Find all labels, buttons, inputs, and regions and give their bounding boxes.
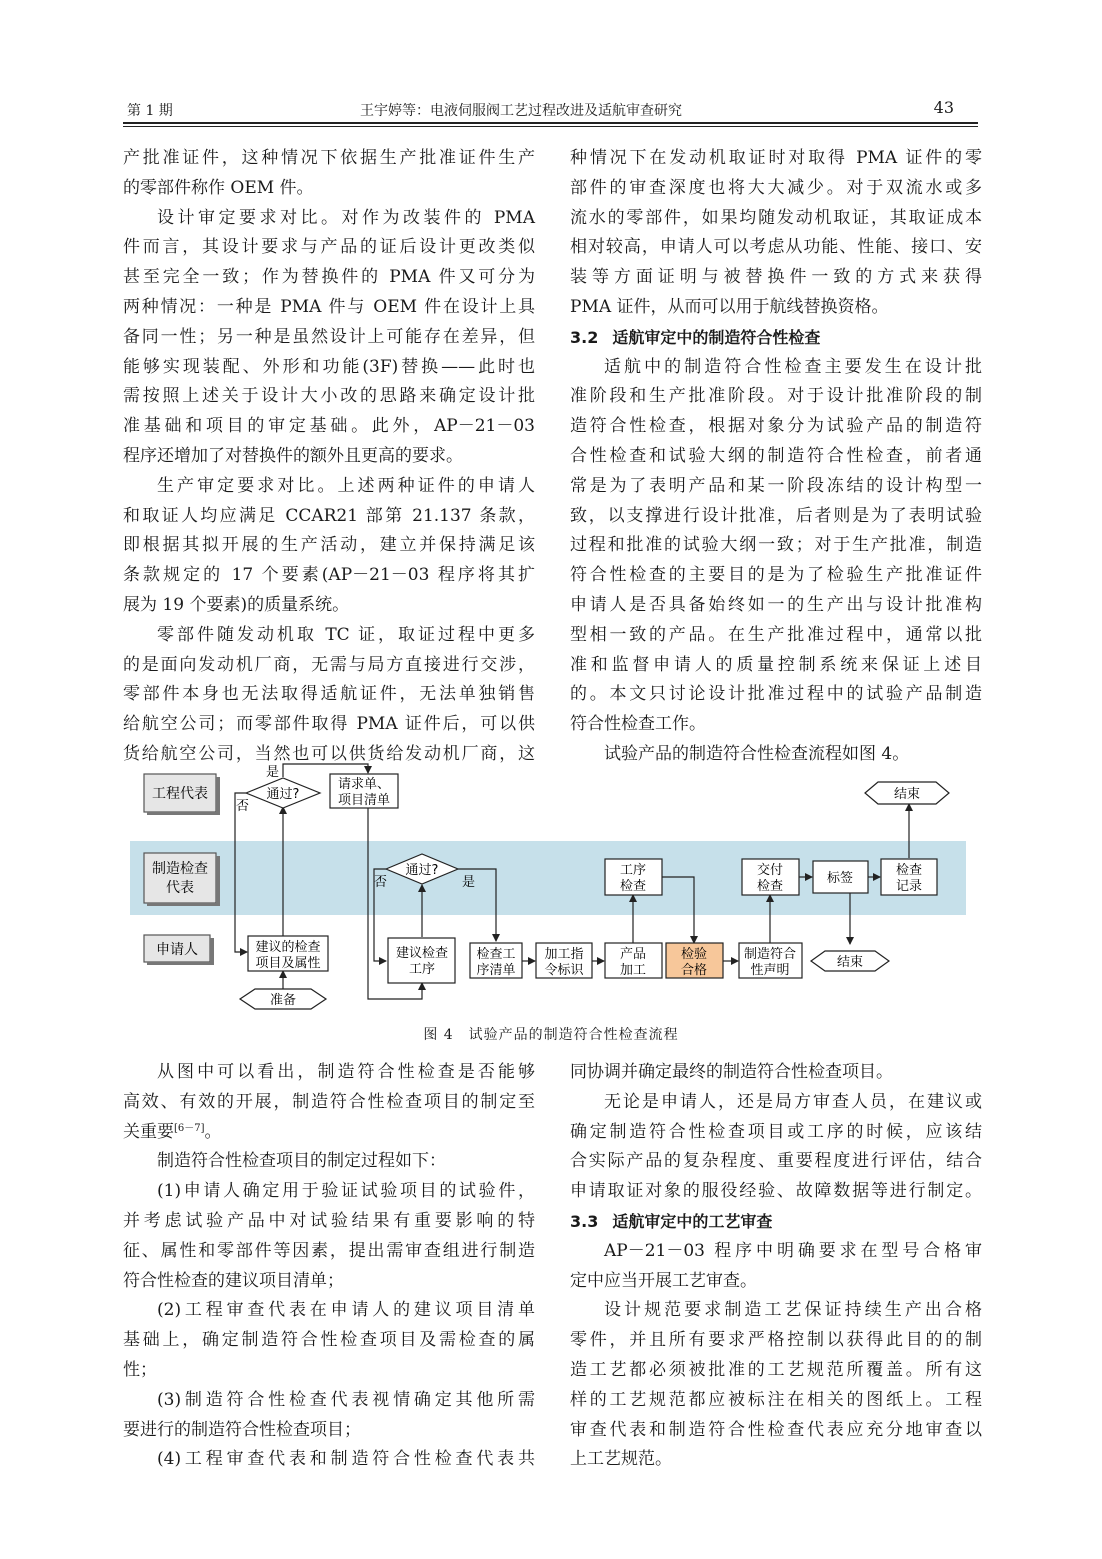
text-line: 确定制造符合性检查项目或工序的时候，应该结 [570, 1121, 982, 1142]
text-line: 适航中的制造符合性检查主要发生在设计批 [604, 356, 982, 377]
lane-conformity-label: 代表 [166, 880, 194, 896]
text-line: 合实际产品的复杂程度、重要程度进行评估，结合 [570, 1151, 982, 1172]
figure-4-flowchart [128, 758, 968, 1020]
text-line: 并考虑试验产品中对试验结果有重要影响的特 [123, 1210, 535, 1231]
request-list-label: 项目清单 [337, 793, 391, 808]
proposed-process-label: 建议检查 [395, 946, 449, 961]
prepare-label: 准备 [269, 993, 297, 1008]
section-number: 3.3 [570, 1211, 599, 1231]
text-line: 条款规定的 17 个要素(AP－21－03 程序将其扩 [123, 565, 535, 586]
end-label: 结束 [893, 787, 921, 802]
text-line: 货给航空公司，当然也可以供货给发动机厂商，这 [123, 743, 535, 764]
text-line: 准和监督申请人的质量控制系统来保证上述目 [570, 654, 982, 675]
text-line: 给航空公司；而零部件取得 PMA 证件后，可以供 [123, 714, 535, 735]
delivery-check-label: 交付 [756, 863, 784, 878]
section-title: 适航审定中的制造符合性检查 [612, 327, 821, 347]
proposed-process-label: 工序 [408, 962, 436, 977]
inspection-record-label: 检查 [895, 863, 923, 878]
text-line: 型相一致的产品。在生产批准过程中，通常以批 [570, 624, 982, 645]
text-line: 和取证人均应满足 CCAR21 部第 21.137 条款， [123, 505, 535, 526]
running-header [123, 98, 978, 120]
lane-conformity-label: 制造检查 [152, 861, 208, 877]
process-check-label: 检查 [619, 879, 647, 894]
text-line: 准基础和项目的审定基础。此外，AP－21－03 [123, 416, 535, 437]
flowchart-svg [128, 758, 968, 1020]
proposed-items-label: 建议的检查 [255, 940, 321, 955]
tag-label: 标签 [826, 871, 854, 886]
text-line: 两种情况：一种是 PMA 件与 OEM 件在设计上具 [123, 296, 535, 317]
text-line: 即根据其拟开展的生产活动，建立并保持满足该 [123, 535, 535, 556]
text-fragment: 关重要 [123, 1121, 174, 1142]
inspection-record-label: 记录 [895, 879, 923, 894]
proposed-items-label: 项目及属性 [255, 956, 321, 971]
text-line: 试验产品的制造符合性检查流程如图 4。 [604, 743, 910, 764]
text-line: 常是为了表明产品和某一阶段冻结的设计构型一 [570, 475, 982, 496]
conformity-declaration-label: 制造符合 [743, 947, 797, 962]
yes-label: 是 [266, 765, 280, 780]
right-column-bottom [570, 1058, 982, 1475]
no-label: 否 [236, 799, 250, 814]
text-line: 定中应当开展工艺审查。 [570, 1270, 757, 1291]
text-line: 制造符合性检查项目的制定过程如下： [157, 1151, 446, 1172]
text-line: 零部件随发动机取 TC 证，取证过程中更多 [157, 624, 535, 645]
lane-label-shadow [147, 903, 220, 906]
text-line: 需按照上述关于设计大小改的思路来确定设计批 [123, 386, 535, 407]
lane-label-shadow [147, 812, 220, 815]
text-line: 能够实现装配、外形和功能(3F)替换——此时也 [123, 356, 535, 377]
figure-caption: 图 4 试验产品的制造符合性检查流程 [423, 1027, 679, 1043]
text-line: 甚至完全一致；作为替换件的 PMA 件又可分为 [123, 267, 535, 288]
text-line: 的零部件称作 OEM 件。 [123, 177, 314, 198]
running-title: 王宇婷等：电液伺服阀工艺过程改进及适航审查研究 [360, 103, 682, 119]
lane-label-shadow [210, 938, 214, 965]
text-line: 流水的零部件，如果均随发动机取证，其取证成本 [570, 207, 982, 228]
issue-number: 第 1 期 [127, 103, 173, 119]
text-line: 样的工艺规范都应被标注在相关的图纸上。工程 [570, 1389, 982, 1410]
lane-label-shadow [216, 777, 220, 815]
text-line: 产批准证件，这种情况下依据生产批准证件生产 [123, 148, 535, 168]
conformity-declaration-label: 性声明 [750, 963, 790, 978]
text-line: 基础上，确定制造符合性检查项目及需检查的属 [123, 1330, 535, 1351]
text-line: 造工艺都必须被批准的工艺规范所覆盖。所有这 [570, 1359, 982, 1380]
process-list-label: 检查工 [476, 947, 516, 962]
text-line: 申请人是否具备始终如一的生产出与设计批准构 [570, 594, 982, 615]
text-line: 申请取证对象的服役经验、故障数据等进行制定。 [570, 1181, 982, 1202]
text-line: AP－21－03 程序中明确要求在型号合格审 [604, 1240, 982, 1261]
text-line: PMA 证件，从而可以用于航线替换资格。 [570, 296, 889, 317]
lane-label-shadow [216, 856, 220, 906]
text-line: (2)工程审查代表在申请人的建议项目清单 [157, 1300, 535, 1321]
text-line: 相对较高，申请人可以考虑从功能、性能、接口、安 [570, 237, 982, 258]
text-line: 符合性检查的建议项目清单； [123, 1270, 344, 1291]
text-line: 要进行的制造符合性检查项目； [123, 1419, 361, 1440]
text-line: (3)制造符合性检查代表视情确定其他所需 [157, 1389, 535, 1410]
text-line: 零部件本身也无法取得适航证件，无法单独销售 [123, 684, 535, 705]
lane-label-shadow [147, 962, 214, 965]
instruction-id-label: 加工指 [544, 947, 584, 962]
text-line: 合性检查和试验大纲的制造符合性检查，前者通 [570, 445, 982, 466]
text-line: 造符合性检查，根据对象分为试验产品的制造符 [570, 416, 982, 437]
text-line: 从图中可以看出，制造符合性检查是否能够 [157, 1062, 535, 1082]
right-column-top [570, 144, 982, 770]
header-rule-thin [123, 126, 978, 127]
decision-pass-label: 通过? [405, 863, 439, 878]
product-processing-label: 产品 [619, 947, 647, 962]
text-line: 的。本文只讨论设计批准过程中的试验产品制造 [570, 684, 982, 705]
text-line: 生产审定要求对比。上述两种证件的申请人 [157, 475, 535, 496]
text-line: 件而言，其设计要求与产品的证后设计更改类似 [123, 237, 535, 258]
text-line: 程序还增加了对替换件的额外且更高的要求。 [123, 445, 463, 466]
text-line: 上工艺规范。 [570, 1449, 672, 1470]
lane-applicant-label: 申请人 [156, 942, 198, 958]
text-line: (4)工程审查代表和制造符合性检查代表共 [157, 1449, 535, 1470]
text-line: 的是面向发动机厂商，无需与局方直接进行交涉， [123, 654, 535, 675]
text-line: 高效、有效的开展，制造符合性检查项目的制定至 [123, 1091, 535, 1112]
process-check-label: 工序 [619, 863, 647, 878]
text-line: 同协调并确定最终的制造符合性检查项目。 [570, 1062, 893, 1082]
text-line: 装等方面证明与被替换件一致的方式来获得 [570, 267, 982, 288]
text-line: 无论是申请人，还是局方审查人员，在建议或 [604, 1091, 982, 1112]
decision-pass-label: 通过? [266, 787, 300, 802]
delivery-check-label: 检查 [756, 879, 784, 894]
yes-label: 是 [462, 875, 476, 890]
text-line: 符合性检查的主要目的是为了检验生产批准证件 [570, 565, 982, 586]
text-line: 征、属性和零部件等因素，提出需审查组进行制造 [123, 1240, 535, 1261]
text-fragment: 。 [204, 1121, 222, 1142]
text-line: 设计审定要求对比。对作为改装件的 PMA [157, 207, 535, 228]
text-line: 部件的审查深度也将大大减少。对于双流水或多 [570, 177, 982, 198]
request-list-label: 请求单、 [337, 777, 391, 792]
text-line: 设计规范要求制造工艺保证持续生产出合格 [604, 1300, 982, 1321]
end-label: 结束 [836, 955, 864, 970]
left-column-top [123, 144, 535, 770]
section-heading-3-2 [570, 323, 982, 353]
text-line: 准阶段和生产批准阶段。对于设计批准阶段的制 [570, 386, 982, 407]
inspection-passed-label: 合格 [680, 963, 708, 978]
left-column-bottom [123, 1058, 535, 1475]
text-line: 符合性检查工作。 [570, 714, 706, 735]
text-line: 致，以支撑进行设计批准，后者则是为了表明试验 [570, 505, 982, 526]
header-rule-thick [123, 122, 978, 124]
text-line: 性； [123, 1359, 157, 1380]
text-line: (1)申请人确定用于验证试验项目的试验件， [157, 1181, 535, 1202]
text-line: 种情况下在发动机取证时对取得 PMA 证件的零 [570, 148, 982, 168]
section-heading-3-3 [570, 1207, 982, 1237]
no-label: 否 [374, 875, 388, 890]
instruction-id-label: 令标识 [544, 963, 584, 978]
text-line: 零件，并且所有要求严格控制以获得此目的的制 [570, 1330, 982, 1351]
page-number: 43 [933, 98, 954, 117]
text-line-with-citation [123, 1118, 535, 1148]
lane-engineering-label: 工程代表 [152, 786, 208, 802]
section-title: 适航审定中的工艺审查 [612, 1211, 773, 1231]
text-line: 展为 19 个要素)的质量系统。 [123, 594, 350, 615]
product-processing-label: 加工 [619, 963, 647, 978]
inspection-passed-label: 检验 [680, 947, 708, 962]
text-line: 审查代表和制造符合性检查代表应充分地审查以 [570, 1419, 982, 1440]
process-list-label: 序清单 [476, 963, 516, 978]
citation-ref: [6－7] [174, 1122, 205, 1134]
text-line: 备同一性；另一种是虽然设计上可能存在差异，但 [123, 326, 535, 347]
text-line: 过程和批准的试验大纲一致；对于生产批准，制造 [570, 535, 982, 556]
section-number: 3.2 [570, 327, 599, 347]
